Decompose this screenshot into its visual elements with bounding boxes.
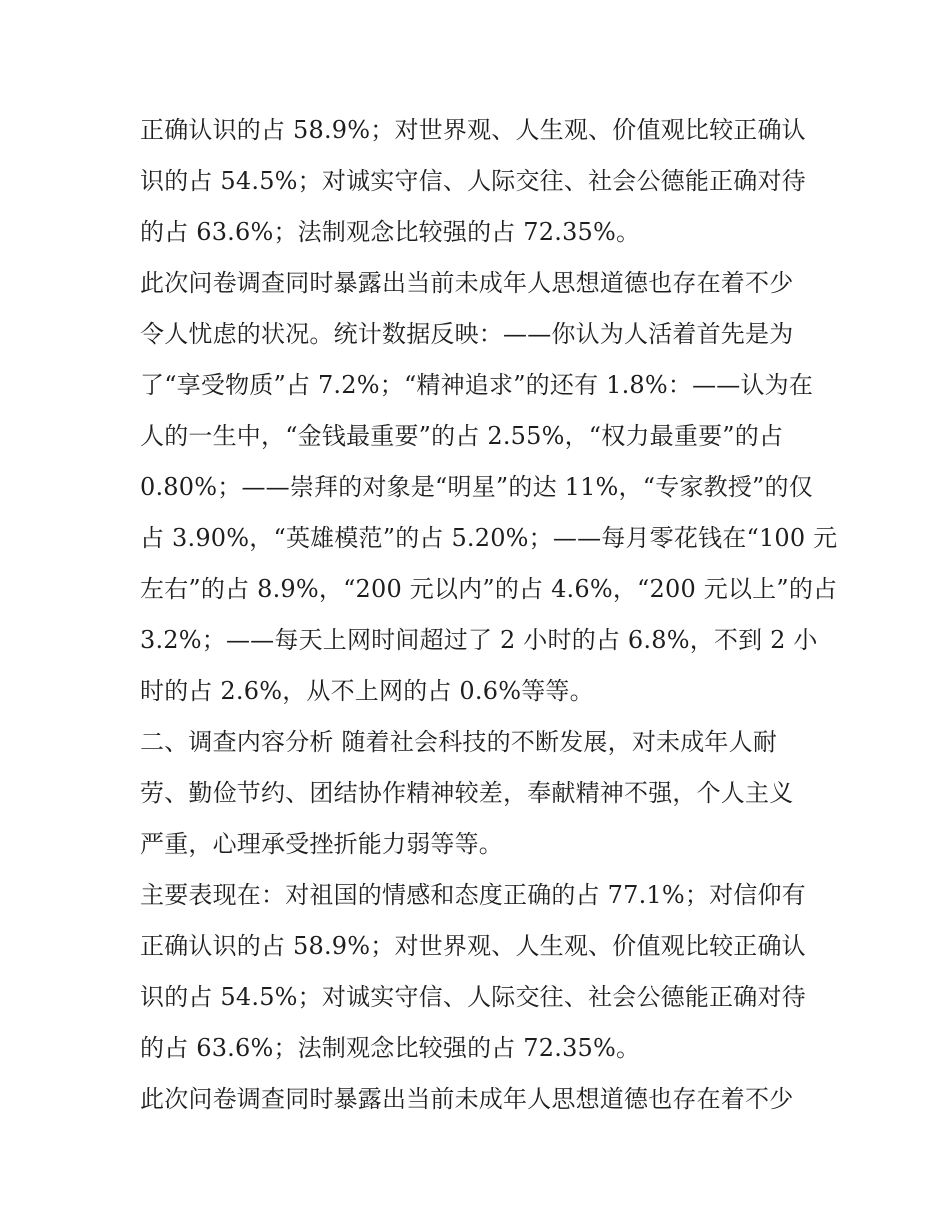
text-line: 了“享受物质”占 7.2%；“精神追求”的还有 1.8%：——认为在 (140, 371, 814, 399)
text-line: 识的占 54.5%；对诚实守信、人际交往、社会公德能正确对待 (140, 983, 806, 1011)
text-line: 二、调查内容分析 随着社会科技的不断发展，对未成年人耐 (140, 728, 778, 756)
text-line: 此次问卷调查同时暴露出当前未成年人思想道德也存在着不少 (140, 1085, 794, 1113)
text-line: 的占 63.6%；法制观念比较强的占 72.35%。 (140, 218, 641, 246)
text-line: 此次问卷调查同时暴露出当前未成年人思想道德也存在着不少 (140, 269, 794, 297)
text-line: 左右”的占 8.9%，“200 元以内”的占 4.6%，“200 元以上”的占 (140, 575, 838, 603)
text-line: 0.80%；——崇拜的对象是“明星”的达 11%，“专家教授”的仅 (140, 473, 813, 501)
text-line: 严重，心理承受挫折能力弱等等。 (140, 830, 503, 858)
text-line: 正确认识的占 58.9%；对世界观、人生观、价值观比较正确认 (140, 932, 806, 960)
text-line: 时的占 2.6%，从不上网的占 0.6%等等。 (140, 677, 594, 705)
document-body (140, 105, 838, 1125)
text-line: 劳、勤俭节约、团结协作精神较差，奉献精神不强，个人主义 (140, 779, 794, 807)
text-line: 3.2%；——每天上网时间超过了 2 小时的占 6.8%，不到 2 小 (140, 626, 818, 654)
text-line: 人的一生中，“金钱最重要”的占 2.55%，“权力最重要”的占 (140, 422, 784, 450)
text-line: 的占 63.6%；法制观念比较强的占 72.35%。 (140, 1034, 641, 1062)
text-line: 识的占 54.5%；对诚实守信、人际交往、社会公德能正确对待 (140, 167, 806, 195)
text-line: 令人忧虑的状况。统计数据反映：——你认为人活着首先是为 (140, 320, 794, 348)
text-line: 主要表现在：对祖国的情感和态度正确的占 77.1%；对信仰有 (140, 881, 806, 909)
text-line: 正确认识的占 58.9%；对世界观、人生观、价值观比较正确认 (140, 116, 806, 144)
text-line: 占 3.90%，“英雄模范”的占 5.20%；——每月零花钱在“100 元 (140, 524, 838, 552)
